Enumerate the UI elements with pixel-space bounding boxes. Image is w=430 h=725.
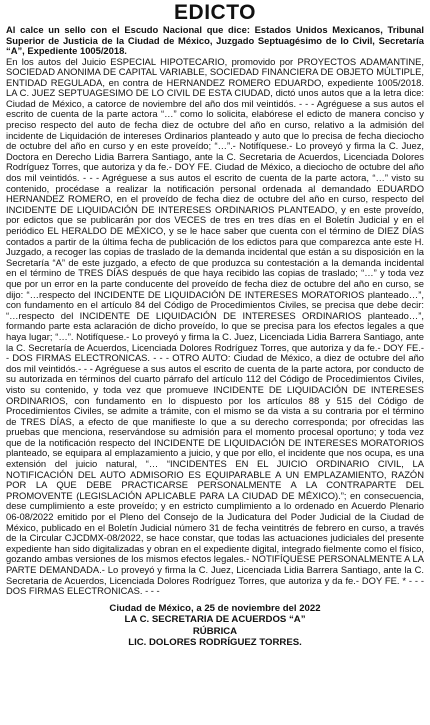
notice-body: En los autos del Juicio ESPECIAL HIPOTECARIO, promovido por PROYECTOS ADAMANTINE, SOCIEDAD ANONIMA DE CAPITAL VARIABLE, SOCIEDAD FINANCIERA DE OBJETO MÚLTIPLE, ENTIDAD REGULADA, en contra de HERNANDEZ ROMERO EDUARDO, expediente 1005/2018. LA C. JUEZ SEPTUAGESIMO DE LO CIVIL DE ESTA CIUDAD, dictó unos autos que a la letra dice: Ciudad de México, a catorce de noviembre del año dos mil veintidós. - - - Agréguese a sus autos el escrito de cuenta de la parte actora “…” como lo solicita, elabórese el edicto de manera conciso y preciso respecto del auto de fecha diez de octubre del año en curso, relativo a la admisión del incidente de Liquidación de intereses Ordinarios planteado y auto que lo precisa de fecha dieciocho de octubre del año en curso y en este proveído; “…”.- Notifíquese.- Lo proveyó y firma la C. Juez, Doctora en Derecho Lidia Barrera Santiago, ante la C. Secretaria de Acuerdos, Licenciada Dolores Rodríguez Torres, que autoriza y da fe.- DOY FE. Ciudad de México, a dieciocho de octubre del año dos mil veintidós. - - - Agréguese a sus autos el escrito de cuenta de la parte actora, “…” visto su contenido, procédase a realizar la notificación personal ordenada al demandado EDUARDO HERNANDEZ ROMERO, en el proveído de fecha diez de octubre del año en curso, respecto del INCIDENTE DE LIQUIDACIÓN DE INTERESES ORDINARIOS PLANTEADO, y en este proveído, por edictos que se publicarán por dos VECES de tres en tres días en el Boletín Judicial y en el periódico EL HERALDO DE MÉXICO, y se le hace saber que cuenta con el término de DIEZ DÍAS contados a partir de la última fecha de publicación de los edictos para que comparezca ante este H. Juzgado, a recoger las copias de traslado de la demanda incidental que están a su disposición en la Secretaría “A” de este juzgado, a efecto de que produzca su contestación a la demanda incidental en el término de TRES DÍAS después de que haya recibido las copias de traslado; “…” y toda vez que por un error en la parte conducente del proveído de fecha diez de octubre del año en curso, se dijo: “…respecto del INCIDENTE DE LIQUIDACIÓN DE INTERESES MORATORIOS planteado…”, con fundamento en el artículo 84 del Código de Procedimientos Civiles, se precisa que debe decir: “…respecto del INCIDENTE DE LIQUIDACIÓN DE INTERESES ORDINARIOS planteado…”, formando parte esta aclaración de dicho proveído, lo que se precisa para los efectos legales a que haya lugar; “…”. Notifíquese.- Lo proveyó y firma la C. Juez, Licenciada Lidia Barrera Santiago, ante la C. Secretaría de Acuerdos, Licenciada Dolores Rodríguez Torres, que autoriza y da fe.- DOY FE.- - DOS FIRMAS ELECTRONICAS. - - - OTRO AUTO: Ciudad de México, a diez de octubre del año dos mil veintidós.- - - Agréguese a sus autos el escrito de cuenta de la parte actora, por conducto de su autorizada en términos del cuarto párrafo del artículo 112 del Código de Procedimientos Civiles, visto su contenido, y toda vez que promueve INCIDENTE DE LIQUIDACIÓN DE INTERESES ORDINARIOS, con fundamento en lo dispuesto por los artículos 88 y 515 del Código de Procedimientos Civiles, se admite a trámite, con el mismo se da vista a su contraria por el término de TRES DÍAS, a efecto de que manifieste lo que a su derecho corresponda; por ofrecidas las pruebas que menciona, reservándose su admisión para el momento procesal oportuno; y toda vez que de la notificación respecto del INCIDENTE DE LIQUIDACIÓN DE INTERESES MORATORIOS planteado, se equipara al emplazamiento a juicio, y que por ello, el incidente que nos ocupa, es una extensión del juicio natural, “… “INCIDENTES EN EL JUICIO ORDINARIO CIVIL, LA NOTIFICACIÓN DEL AUTO ADMISORIO ES EQUIPARABLE A UN EMPLAZAMIENTO, RAZÓN POR LA QUE DEBE PRACTICARSE PERSONALMENTE A LA CONTRAPARTE DEL PROMOVENTE (LEGISLACIÓN APLICABLE PARA LA CIUDAD DE MÉXICO).”; en consecuencia, dese cumplimiento a este proveído; y en estricto cumplimiento a lo ordenado en Acuerdo Plenario 06-08/2022 emitido por el Pleno del Consejo de la Judicatura del Poder Judicial de la Ciudad de México, publicado en el Boletín Judicial número 31 de fecha veintitrés de febrero en curso, a través de la Circular CJCDMX-08/2022, se hace constar, que todas las actuaciones judiciales del presente expediente han sido digitalizadas y obran en el expediente digital, integrado fielmente como el físico, gozando ambas versiones de los mismos efectos legales.- NOTIFÍQUESE PERSONALMENTE A LA PARTE DEMANDADA.- Lo proveyó y firma la C. Juez, Licenciada Lidia Barrera Santiago, ante la C. Secretaria de Acuerdos, Licenciada Dolores Rodríguez Torres, que autoriza y da fe.- DOY FE. * - - - DOS FIRMAS ELECTRONICAS. - - - <box>6 55 424 597</box>
closing-signature: RÚBRICA <box>192 625 238 637</box>
closing-role: LA C. SECRETARIA DE ACUERDOS “A” <box>124 614 306 626</box>
notice-header: Al calce un sello con el Escudo Nacional que dice: Estados Unidos Mexicanos, Tribunal Superior de Justicia de la Ciudad de México, Juzgado Septuagésimo de lo Civil, Secretaría “A”, Expediente 1005/2018. <box>6 24 424 56</box>
notice-title: EDICTO <box>174 1 256 24</box>
notice-footer <box>6 603 424 649</box>
closing-name: LIC. DOLORES RODRÍGUEZ TORRES. <box>128 637 302 649</box>
closing-date: Ciudad de México, a 25 de noviembre del 2022 <box>109 602 321 614</box>
